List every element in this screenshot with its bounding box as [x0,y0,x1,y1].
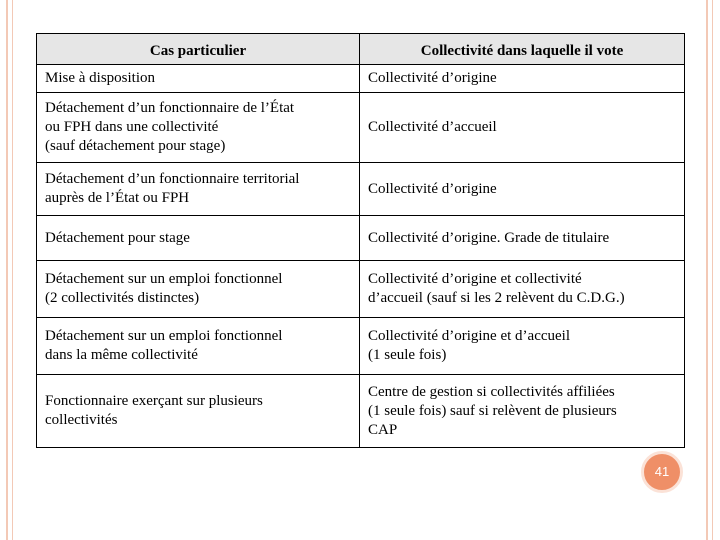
table-header-row [37,34,685,65]
case-cell: Détachement sur un emploi fonctionnel dans la même collectivité [37,318,360,375]
collectivity-cell: Collectivité d’origine et collectivité d’accueil (sauf si les 2 relèvent du C.D.G.) [360,261,685,318]
header-collectivite-vote: Collectivité dans laquelle il vote [360,34,685,65]
table-row [37,65,685,93]
table-row [37,318,685,375]
page-number-badge: 41 [641,451,683,493]
collectivity-cell: Collectivité d’origine et d’accueil (1 seule fois) [360,318,685,375]
case-cell: Détachement sur un emploi fonctionnel (2 collectivités distinctes) [37,261,360,318]
table-row [37,163,685,216]
collectivity-cell: Collectivité d’origine [360,163,685,216]
collectivity-cell: Centre de gestion si collectivités affiliées (1 seule fois) sauf si relèvent de plusieurs CAP [360,375,685,448]
header-cas-particulier: Cas particulier [37,34,360,65]
table-row [37,93,685,163]
table-row [37,261,685,318]
frame-line-left-outer [6,0,8,540]
case-cell: Fonctionnaire exerçant sur plusieurs collectivités [37,375,360,448]
frame-line-right-outer [706,0,708,540]
frame-line-left-inner [12,0,13,540]
collectivity-cell: Collectivité d’accueil [360,93,685,163]
table-row [37,216,685,261]
collectivity-cell: Collectivité d’origine [360,65,685,93]
case-cell: Détachement d’un fonctionnaire de l’État ou FPH dans une collectivité (sauf détachement pour stage) [37,93,360,163]
case-cell: Mise à disposition [37,65,360,93]
case-cell: Détachement d’un fonctionnaire territorial auprès de l’État ou FPH [37,163,360,216]
table-row [37,375,685,448]
collectivity-cell: Collectivité d’origine. Grade de titulaire [360,216,685,261]
frame-line-right-inner [712,0,713,540]
voting-cases-table [36,33,685,448]
case-cell: Détachement pour stage [37,216,360,261]
